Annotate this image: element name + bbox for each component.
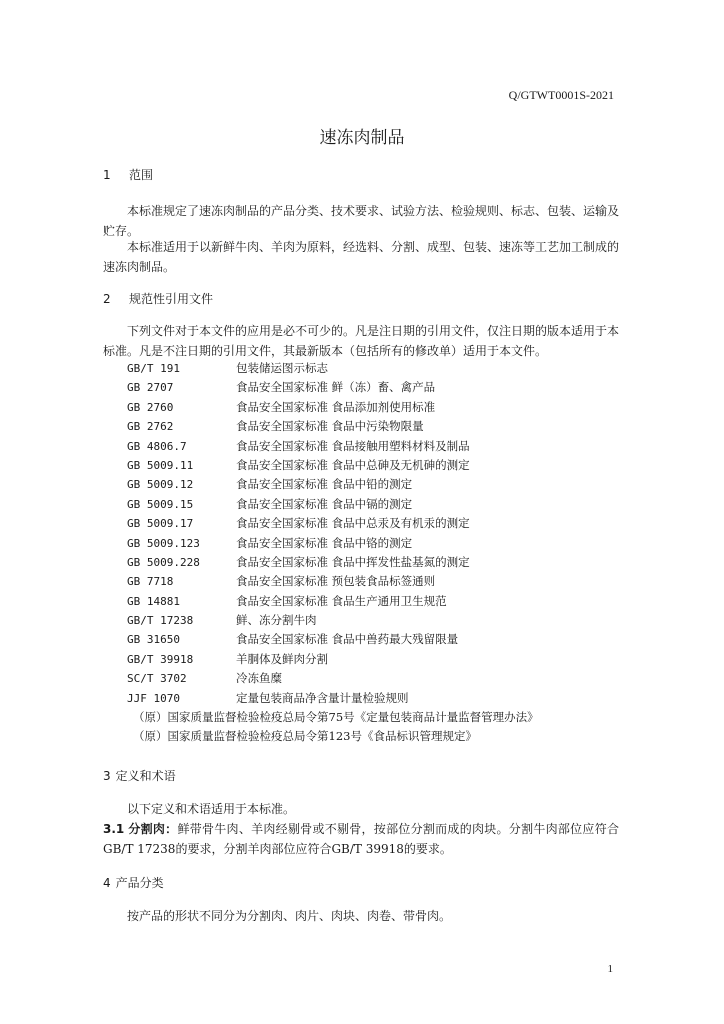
- reference-title: 食品安全国家标准 食品中铬的测定: [236, 535, 413, 550]
- reference-title: 食品安全国家标准 食品生产通用卫生规范: [236, 593, 447, 608]
- reference-title: 食品安全国家标准 鲜（冻）畜、禽产品: [236, 380, 436, 395]
- reference-title: 食品安全国家标准 食品中镉的测定: [236, 496, 413, 511]
- section-number: 2: [103, 292, 111, 306]
- reference-title: 鲜、冻分割牛肉: [236, 613, 317, 628]
- reference-title: 包装储运图示标志: [236, 361, 328, 375]
- reference-code: GB 5009.228: [127, 555, 200, 569]
- reference-title: 食品安全国家标准 食品中铅的测定: [236, 477, 413, 492]
- reference-title: 食品安全国家标准 食品中污染物限量: [236, 419, 424, 434]
- section-number: 3: [103, 769, 111, 783]
- reference-code: GB 5009.17: [127, 517, 194, 531]
- section-number: 1: [103, 168, 111, 182]
- reference-item: [127, 398, 539, 417]
- reference-item: [127, 611, 539, 630]
- section-1-heading: [103, 166, 153, 183]
- reference-item: [127, 553, 539, 572]
- reference-item: [127, 689, 539, 708]
- term-name: 分割肉：: [128, 822, 178, 836]
- regulation-reference: （原）国家质量监督检验检疫总局令第75号《定量包装商品计量监督管理办法》: [133, 710, 539, 725]
- section-4-heading: [103, 874, 164, 891]
- reference-code: GB 31650: [127, 633, 180, 647]
- section-4-text: 按产品的形状不同分为分割肉、肉片、肉块、肉卷、带骨肉。: [127, 909, 452, 923]
- reference-title: 冷冻鱼糜: [236, 671, 282, 686]
- reference-item: [127, 475, 539, 494]
- reference-code: GB 14881: [127, 594, 180, 608]
- reference-code: GB/T 39918: [127, 652, 194, 666]
- reference-title: 食品安全国家标准 预包装食品标签通则: [236, 574, 436, 589]
- reference-title: 食品安全国家标准 食品中总砷及无机砷的测定: [236, 457, 470, 472]
- reference-code: GB 2762: [127, 420, 174, 434]
- reference-code: GB 2760: [127, 400, 174, 414]
- section-number: 4: [103, 876, 111, 890]
- section-title: 定义和术语: [115, 769, 176, 783]
- section-3-intro: 以下定义和术语适用于本标准。: [127, 802, 296, 816]
- reference-item: [127, 534, 539, 553]
- reference-code: JJF 1070: [127, 691, 180, 705]
- reference-item: [127, 630, 539, 649]
- reference-code: SC/T 3702: [127, 672, 187, 686]
- reference-title: 食品安全国家标准 食品中兽药最大残留限量: [236, 632, 459, 647]
- reference-item: [127, 359, 539, 378]
- section-1-paragraph-1: 本标准规定了速冻肉制品的产品分类、技术要求、试验方法、检验规则、标志、包装、运输及贮存。: [103, 204, 620, 238]
- section-1-paragraph-2: 本标准适用于以新鲜牛肉、羊肉为原料，经选料、分割、成型、包装、速冻等工艺加工制成的速冻肉制品。: [103, 240, 620, 274]
- page-number: 1: [607, 963, 613, 975]
- reference-code: GB/T 17238: [127, 614, 194, 628]
- term-number: 3.1: [103, 822, 125, 836]
- reference-title: 定量包装商品净含量计量检验规则: [236, 690, 409, 705]
- section-title: 规范性引用文件: [129, 292, 214, 306]
- reference-item: [127, 592, 539, 611]
- reference-code: GB 4806.7: [127, 439, 187, 453]
- reference-item: [127, 378, 539, 397]
- reference-code: GB 5009.11: [127, 458, 194, 472]
- reference-title: 食品安全国家标准 食品中挥发性盐基氮的测定: [236, 554, 470, 569]
- reference-item: [127, 495, 539, 514]
- reference-item: [127, 572, 539, 591]
- reference-title: 羊胴体及鲜肉分割: [236, 651, 328, 666]
- section-title: 产品分类: [115, 876, 164, 890]
- reference-item: [127, 514, 539, 533]
- section-2-intro: 下列文件对于本文件的应用是必不可少的。凡是注日期的引用文件，仅注日期的版本适用于本标准。凡是不注日期的引用文件，其最新版本（包括所有的修改单）适用于本文件。: [103, 324, 620, 358]
- term-text: 鲜带骨牛肉、羊肉经剔骨或不剔骨，按部位分割而成的肉块。分割牛肉部位应符合GB/T 17238的要求，分割羊肉部位应符合GB/T 39918的要求。: [103, 822, 619, 856]
- standard-code: Q/GTWT0001S-2021: [508, 88, 614, 102]
- reference-item: [127, 650, 539, 669]
- reference-title: 食品安全国家标准 食品接触用塑料材料及制品: [236, 438, 470, 453]
- reference-item: [127, 456, 539, 475]
- reference-list: [127, 359, 539, 747]
- section-3-heading: [103, 767, 176, 784]
- reference-code: GB/T 191: [127, 362, 180, 375]
- reference-title: 食品安全国家标准 食品中总汞及有机汞的测定: [236, 516, 470, 531]
- reference-code: GB 5009.12: [127, 478, 194, 492]
- term-definition: [103, 819, 619, 859]
- reference-code: GB 7718: [127, 575, 174, 589]
- section-title: 范围: [129, 168, 154, 182]
- regulation-reference: （原）国家质量监督检验检疫总局令第123号《食品标识管理规定》: [133, 729, 477, 744]
- reference-code: GB 5009.123: [127, 536, 200, 550]
- reference-title: 食品安全国家标准 食品添加剂使用标准: [236, 399, 436, 414]
- document-title: 速冻肉制品: [319, 128, 405, 148]
- section-2-heading: [103, 290, 213, 307]
- reference-code: GB 2707: [127, 381, 174, 395]
- reference-item: [127, 437, 539, 456]
- reference-code: GB 5009.15: [127, 497, 194, 511]
- reference-item: [127, 417, 539, 436]
- reference-item: [127, 669, 539, 688]
